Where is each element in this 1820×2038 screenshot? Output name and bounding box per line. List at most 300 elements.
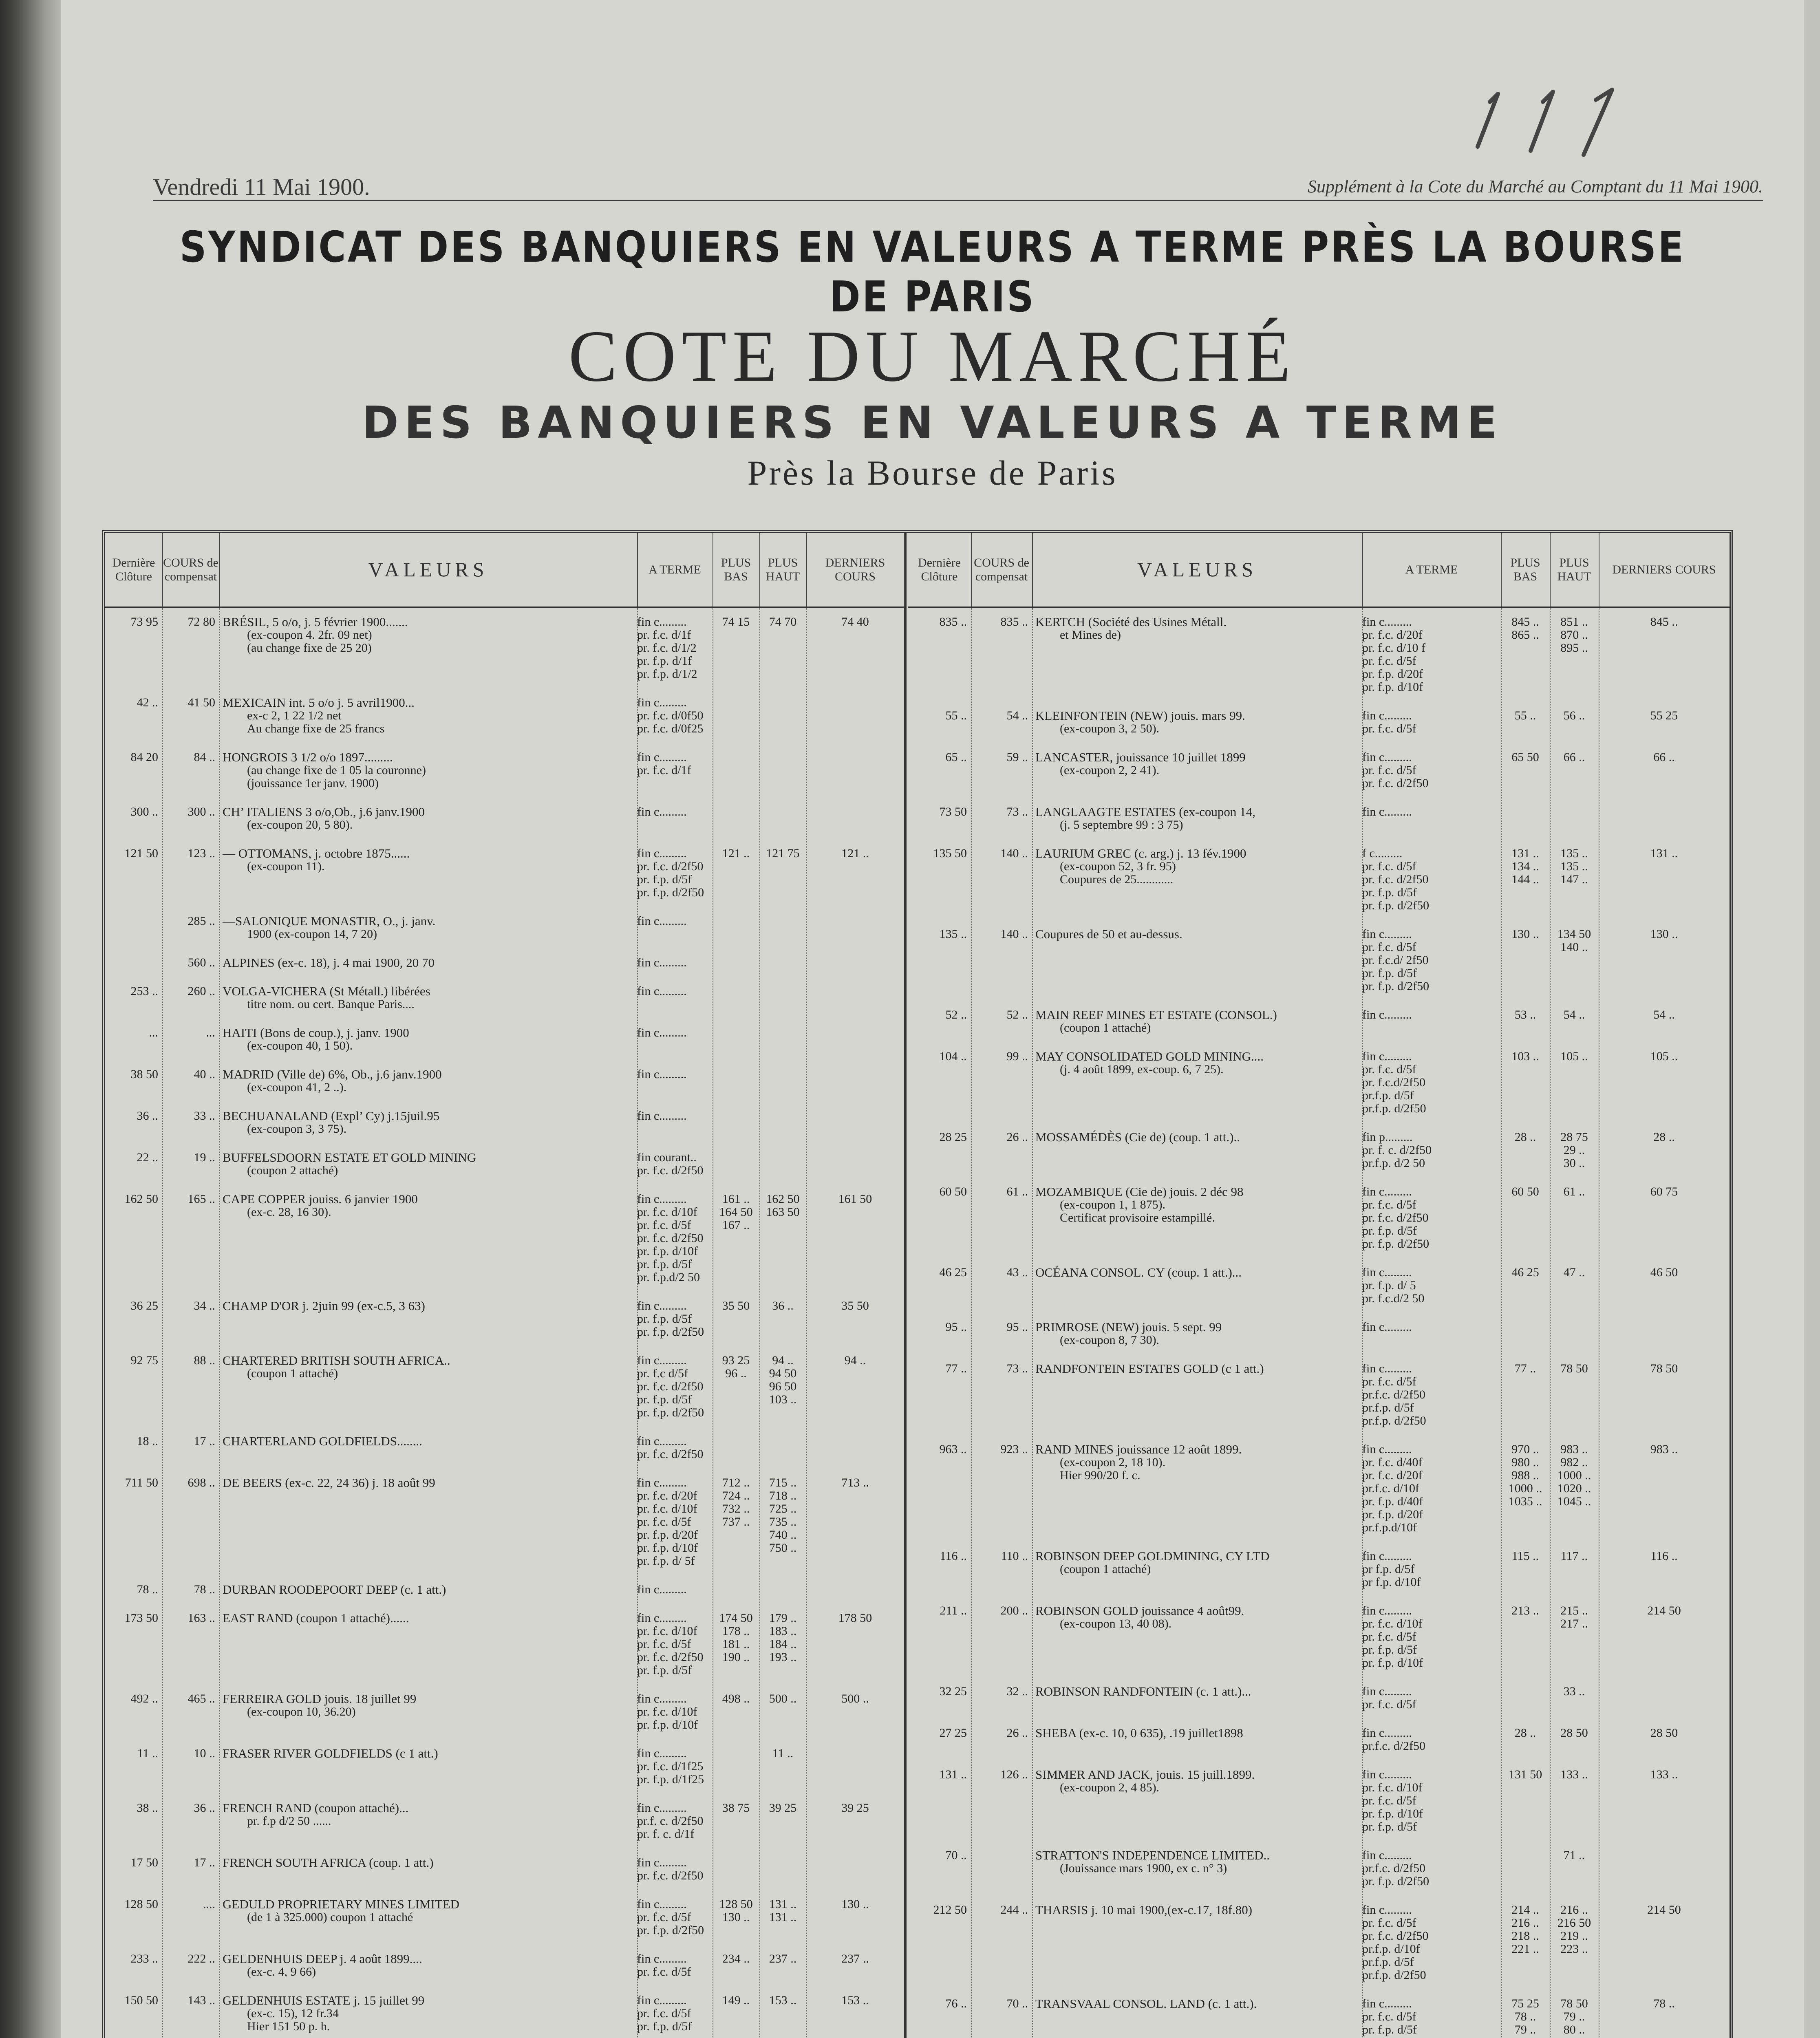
highest-price [1550,928,1599,954]
last-close-value: 65 .. [945,750,967,764]
security-name-line: (ex-c. 28, 16 30). [247,1205,331,1219]
lowest-price-line: 167 .. [722,1218,750,1232]
term-line: pr. f.c. d/5f [637,2007,691,2020]
lowest-price-line: 149 .. [722,1994,750,2007]
latest-price-line: 178 50 [838,1611,872,1625]
security-name-line: GEDULD PROPRIETARY MINES LIMITED [223,1897,460,1911]
table-header [908,533,1730,608]
term-line: pr. f.c.d/2 50 [1362,1292,1425,1305]
compensation-value: 54 .. [1006,709,1028,722]
compensation-value: 244 .. [1000,1903,1028,1917]
quotation-row [908,1903,1730,1982]
last-close-value: 38 .. [137,1801,158,1815]
term-line: fin c......... [637,1897,687,1911]
term-line: pr. f.c d/5f [637,1367,688,1380]
last-close-value: 104 .. [939,1050,967,1063]
latest-price-line: 983 .. [1650,1442,1678,1456]
security-name-line: et Mines de) [1060,628,1121,642]
highest-price-line: 133 .. [1560,1768,1588,1781]
quotation-row [105,1068,904,1094]
security-name-line: VOLGA-VICHERA (St Métall.) libérées [223,984,430,998]
term-line: pr.f.p. d/5f [1362,1955,1414,1969]
quotation-row [908,615,1730,694]
term-line: pr. f.p. d/5f [637,873,692,886]
last-close-value: 27 25 [939,1726,967,1740]
compensation-value: 300 .. [188,805,215,818]
security-name [219,1193,637,1219]
compensation-value: 222 .. [188,1952,215,1965]
term-line: pr. f.c. d/10 f [1362,641,1425,655]
term-conditions [1362,1727,1501,1753]
latest-price-line: 66 .. [1653,750,1675,764]
security-name-line: (coupon 2 attaché) [247,1164,338,1177]
highest-price [1550,1185,1599,1198]
quotation-row [908,847,1730,912]
security-name-line: KERTCH (Société des Usines Métall. [1035,615,1227,629]
highest-price [1550,615,1599,655]
lowest-price [713,1952,759,1965]
main-title: COTE DU MARCHÉ [568,315,1297,397]
latest-price-line: 131 .. [1650,847,1678,860]
highest-price-line: 28 75 [1560,1130,1588,1144]
latest-price [1599,1903,1730,1917]
term-line: f c......... [1362,847,1403,860]
security-name-line: Au change fixe de 25 francs [247,722,385,735]
term-conditions [637,915,713,928]
term-line: pr. f.c. d/2f50 [1362,1929,1429,1943]
lowest-price [713,1802,759,1815]
security-name-line: CAPE COPPER jouiss. 6 janvier 1900 [223,1192,418,1206]
lowest-price-line: 174 50 [719,1611,753,1625]
lowest-price-line: 970 .. [1511,1442,1539,1456]
highest-price-line: 121 75 [766,847,800,860]
latest-price [1599,709,1730,722]
highest-price-line: 28 50 [1560,1726,1588,1740]
term-line: pr. f.c.d/2f50 [1362,1076,1425,1089]
security-name [1032,1768,1362,1794]
lowest-price-line: 77 .. [1514,1362,1536,1375]
compensation-value: 123 .. [188,847,215,860]
lowest-price [713,1354,759,1380]
term-line: pr. f.c. d/5f [637,1637,691,1651]
security-name [219,1583,637,1596]
latest-price-line: 214 50 [1647,1903,1681,1917]
lowest-price-line: 55 .. [1514,709,1536,722]
term-line: fin c......... [637,1994,687,2007]
term-line: pr. f.c. d/20f [637,1489,697,1502]
table-left-half [105,533,907,2038]
security-name [1032,1550,1362,1576]
term-line: fin c......... [637,1434,687,1448]
security-name-line: HAITI (Bons de coup.), j. janv. 1900 [223,1026,409,1040]
lowest-price-line: 178 .. [722,1624,750,1638]
latest-price [806,1299,904,1312]
term-line: pr.f.p.d/10f [1362,1521,1417,1534]
security-name-line: PRIMROSE (NEW) jouis. 5 sept. 99 [1035,1320,1222,1334]
term-line: fin c......... [637,1692,687,1705]
latest-price-line: 500 .. [841,1692,869,1705]
latest-price-line: 28 .. [1653,1130,1675,1144]
latest-price [806,1802,904,1815]
highest-price-line: 983 .. [1560,1442,1588,1456]
security-name-line: SIMMER AND JACK, jouis. 15 juill.1899. [1035,1767,1255,1782]
highest-price [1550,751,1599,764]
highest-price [759,1299,806,1312]
newspaper-page [61,0,1804,2038]
highest-price-line: 237 .. [769,1952,797,1965]
term-line: fin c......... [637,1583,687,1596]
header-derniers-cours: DERNIERS COURS [1599,533,1730,607]
term-line: pr. f.p. d/1/2 [637,667,697,681]
security-name-line: (au change fixe de 1 05 la couronne) [247,763,426,777]
lowest-price [1501,615,1550,642]
lowest-price-line: 737 .. [722,1515,750,1528]
last-close-value: 77 .. [945,1362,967,1375]
lowest-price-line: 28 .. [1514,1726,1536,1740]
security-name [1032,1685,1362,1698]
term-conditions [1362,1008,1501,1021]
term-line: fin courant.. [637,1151,697,1164]
term-conditions [637,1856,713,1882]
term-line: pr. f.c.d/ 2f50 [1362,953,1429,967]
handwritten-page-number [1465,86,1628,163]
last-close-value: 60 50 [939,1185,967,1198]
lowest-price-line: 53 .. [1514,1008,1536,1021]
latest-price [1599,1604,1730,1617]
security-name [1032,615,1362,642]
lowest-price [1501,1008,1550,1021]
quotation-row [105,1612,904,1677]
security-name-line: (ex-coupon 11). [247,860,325,873]
compensation-value: 78 .. [194,1583,215,1596]
last-close-value: 95 .. [945,1320,967,1334]
term-line: pr. f.p. d/2f50 [637,1923,704,1937]
term-line: pr. f.c. d/5f [1362,1630,1416,1643]
last-close-value: 233 .. [130,1952,158,1965]
term-conditions [1362,1131,1501,1170]
quotation-row [908,1321,1730,1347]
term-line: pr. f.p. d/5f [1362,1643,1417,1656]
latest-price [806,1476,904,1489]
term-conditions [1362,1362,1501,1427]
latest-price [806,1354,904,1367]
compensation-value: 835 .. [1000,615,1028,629]
term-line: fin c......... [637,1068,687,1081]
lowest-price-line: 221 .. [1511,1942,1539,1956]
security-name-line: (j. 4 août 1899, ex-coup. 6, 7 25). [1060,1063,1224,1076]
lowest-price [713,1612,759,1664]
security-name-line: pr. f.p d/2 50 ...... [247,1814,331,1828]
latest-price [1599,1185,1730,1198]
lowest-price-line: 96 .. [725,1367,747,1380]
security-name-line: (ex-coupon 13, 40 08). [1060,1617,1172,1630]
lowest-price-line: 131 50 [1508,1768,1542,1781]
term-line: pr. f.c. d/5f [1362,2010,1416,2023]
security-name-line: ROBINSON DEEP GOLDMINING, CY LTD [1035,1549,1270,1563]
term-line: fin c......... [1362,750,1412,764]
compensation-value: 88 .. [194,1354,215,1367]
last-close-value: 300 .. [130,805,158,818]
term-line: fin c......... [1362,927,1412,941]
latest-price-line: 121 .. [841,847,869,860]
security-name-line: FERREIRA GOLD jouis. 18 juillet 99 [223,1692,417,1706]
term-line: pr. f.c. d/1f25 [637,1760,704,1773]
highest-price-line: 94 .. [772,1354,794,1367]
security-name-line: (ex-coupon 2, 4 85). [1060,1781,1160,1794]
term-line: pr. f.c. d/5f [1362,860,1416,873]
security-name [1032,1131,1362,1144]
term-conditions [1362,1849,1501,1888]
term-line: fin c......... [1362,1848,1412,1862]
highest-price-line: 78 50 [1560,1362,1588,1375]
latest-price-line: 133 .. [1650,1768,1678,1781]
compensation-value: 40 .. [194,1068,215,1081]
security-name-line: RANDFONTEIN ESTATES GOLD (c 1 att.) [1035,1361,1264,1376]
term-line: pr. f.p. d/10f [637,1541,698,1555]
highest-price-line: 1045 .. [1557,1495,1591,1508]
term-conditions [637,1299,713,1339]
lowest-price [1501,1266,1550,1279]
header-a-terme: A TERME [637,533,713,607]
lowest-price-line: 181 .. [722,1637,750,1651]
security-name-line: MAIN REEF MINES ET ESTATE (CONSOL.) [1035,1008,1277,1022]
term-conditions [1362,1185,1501,1251]
latest-price-line: 39 25 [841,1801,869,1815]
quotation-row [908,1997,1730,2036]
security-name-line: (j. 5 septembre 99 : 3 75) [1060,818,1183,832]
compensation-value: 10 .. [194,1747,215,1760]
lowest-price-line: 35 50 [722,1299,750,1312]
compensation-value: 73 .. [1006,805,1028,818]
highest-price-line: 94 50 [769,1367,797,1380]
term-line: pr. f.p. d/5f [1362,886,1417,899]
lowest-price-line: 213 .. [1511,1604,1539,1617]
term-line: pr. f.p. d/40f [1362,1495,1423,1508]
last-close-value: 253 .. [130,984,158,998]
lowest-price-line: 131 .. [1511,847,1539,860]
security-name [219,805,637,832]
highest-price-line: 56 .. [1563,709,1585,722]
term-line: pr. f.c. d/5f [1362,940,1416,954]
compensation-value: 560 .. [188,956,215,969]
term-line: pr. f.c. d/5f [637,1910,691,1924]
last-close-value: ... [149,1026,158,1039]
term-line: fin c......... [637,805,687,818]
security-name-line: FRENCH SOUTH AFRICA (coup. 1 att.) [223,1855,434,1870]
last-close-value: 135 50 [933,847,967,860]
latest-price-line: 713 .. [841,1476,869,1489]
quotation-row [908,1362,1730,1427]
highest-price [1550,847,1599,886]
term-line: pr. f.c. d/2f50 [637,1869,704,1882]
header-plus-bas: PLUS BAS [713,533,760,607]
latest-price [1599,1550,1730,1563]
lowest-price-line: 161 .. [722,1192,750,1206]
security-name-line: (ex-coupon 4. 2fr. 09 net) [247,628,372,642]
term-line: pr. f.p. d/10f [1362,1807,1423,1820]
term-line: fin c......... [637,847,687,860]
highest-price [759,1612,806,1664]
last-close-value: 128 50 [124,1897,158,1911]
security-name [219,1692,637,1718]
term-line: pr. f.c. d/0f25 [637,722,704,735]
term-line: pr. f.c. d/5f [1362,1198,1416,1211]
last-close-value: 52 .. [945,1008,967,1021]
quotation-row [105,1898,904,1937]
highest-price-line: 78 50 [1560,1997,1588,2010]
security-name-line: (ex-coupon 20, 5 80). [247,818,353,832]
term-line: fin c......... [637,1026,687,1039]
term-line: fin c......... [1362,1726,1412,1740]
compensation-value: 140 .. [1000,927,1028,941]
quotation-row [908,1443,1730,1534]
highest-price [1550,1997,1599,2036]
security-name-line: (ex-coupon 10, 36.20) [247,1705,356,1718]
latest-price [806,1952,904,1965]
term-line: pr. f.c. d/5f [637,1965,691,1978]
term-line: pr. f.p. d/20f [637,1528,698,1542]
highest-price-line: 103 .. [769,1393,797,1406]
compensation-value: 19 .. [194,1151,215,1164]
compensation-value: 70 .. [1006,1997,1028,2010]
compensation-value: 41 50 [188,696,215,709]
term-line: pr. f.p. d/5f [637,1312,692,1326]
lowest-price-line: 724 .. [722,1489,750,1502]
term-line: pr. f.c. d/2f50 [637,1447,704,1461]
term-line: fin c......... [637,956,687,969]
last-close-value: 28 25 [939,1130,967,1144]
term-line: fin c......... [1362,1185,1412,1198]
security-name-line: Certificat provisoire estampillé. [1060,1211,1215,1224]
lowest-price-line: 134 .. [1511,860,1539,873]
lowest-price [1501,709,1550,722]
highest-price-line: 66 .. [1563,750,1585,764]
term-line: fin c......... [637,1109,687,1123]
term-line: fin c......... [1362,1997,1412,2010]
lowest-price [1501,1185,1550,1198]
term-line: pr f.p. d/5f [1362,1562,1415,1576]
security-name [1032,751,1362,777]
security-name [1032,1443,1362,1482]
latest-price [1599,1443,1730,1456]
compensation-value: 95 .. [1006,1320,1028,1334]
quotation-row [908,709,1730,735]
term-line: pr. f.c. d/10f [637,1502,697,1515]
security-name-line: (ex-coupon 40, 1 50). [247,1039,353,1052]
term-conditions [637,1994,713,2033]
last-close-value: 492 .. [130,1692,158,1705]
term-conditions [637,985,713,998]
term-line: fin c......... [1362,1685,1412,1698]
lowest-price [713,1476,759,1528]
latest-price-line: 94 .. [844,1354,866,1367]
security-name [219,1026,637,1052]
term-line: fin c......... [637,1354,687,1367]
supplement-note: Supplément à la Cote du Marché au Comptant du 11 Mai 1900. [1308,176,1763,196]
header-plus-haut: PLUS HAUT [759,533,807,607]
lowest-price-line: 93 25 [722,1354,750,1367]
term-line: pr. f.c. d/2f50 [1362,776,1429,790]
quotation-row [105,915,904,941]
quotation-row [908,1550,1730,1589]
term-conditions [637,1151,713,1177]
security-name-line: (ex-coupon 3, 3 75). [247,1122,347,1136]
compensation-value: .... [203,1897,215,1911]
last-close-value: 36 .. [137,1109,158,1123]
highest-price-line: 715 .. [769,1476,797,1489]
highest-price-line: 870 .. [1560,628,1588,642]
highest-price [1550,1050,1599,1063]
term-line: pr. f.c. d/5f [1362,1698,1416,1711]
compensation-value: 143 .. [188,1994,215,2007]
term-line: pr. f.c. d/2f50 [1362,873,1429,886]
term-line: pr. f.p. d/5f [1362,1820,1417,1833]
security-name-line: — OTTOMANS, j. octobre 1875...... [223,846,410,860]
term-line: fin c......... [1362,1008,1412,1021]
term-line: pr. f.c. d/20f [1362,1469,1423,1482]
term-conditions [637,751,713,777]
latest-price [1599,928,1730,941]
term-line: fin c......... [637,1952,687,1965]
security-name [219,1856,637,1869]
term-line: pr.f.p. d/5f [1362,1089,1414,1102]
security-name-line: ALPINES (ex-c. 18), j. 4 mai 1900, 20 70 [223,955,435,970]
term-conditions [637,1612,713,1677]
term-line: pr. f.c. d/10f [637,1705,697,1718]
security-name [1032,709,1362,735]
term-line: pr. f.c. d/2f50 [637,1231,704,1245]
security-name [219,1476,637,1489]
security-name-line: MEXICAIN int. 5 o/o j. 5 avril1900... [223,695,415,710]
compensation-value: 99 .. [1006,1050,1028,1063]
term-conditions [1362,928,1501,993]
header-a-terme: A TERME [1362,533,1502,607]
latest-price [1599,615,1730,629]
lowest-price-line: 845 .. [1511,615,1539,629]
highest-price [1550,1550,1599,1563]
term-conditions [637,956,713,969]
highest-price-line: 216 .. [1560,1903,1588,1917]
latest-price-line: 130 .. [1650,927,1678,941]
term-conditions [637,615,713,681]
highest-price [1550,1849,1599,1862]
quotation-row [908,1008,1730,1034]
compensation-value: ... [206,1026,215,1039]
quotation-row [105,1856,904,1882]
highest-price [759,1692,806,1705]
last-close-value: 211 .. [940,1604,967,1617]
compensation-value: 72 80 [188,615,215,629]
highest-price [759,847,806,860]
lowest-price-line: 218 .. [1511,1929,1539,1943]
latest-price [806,847,904,860]
security-name [219,751,637,790]
highest-price-line: 725 .. [769,1502,797,1515]
lowest-price-line: 164 50 [719,1205,753,1219]
term-line: pr f.p. d/10f [1362,1575,1421,1589]
quotation-row [105,985,904,1011]
latest-price [1599,1008,1730,1021]
term-line: pr.f.p. d/5f [1362,1401,1414,1414]
term-line: pr.f.c. d/2f50 [1362,1739,1425,1753]
term-line: pr. f.c. d/20f [1362,628,1423,642]
lowest-price-line: 103 .. [1511,1050,1539,1063]
highest-price-line: 30 .. [1563,1156,1585,1170]
security-name-line: DURBAN ROODEPOORT DEEP (c. 1 att.) [223,1582,446,1597]
quotation-row [908,1050,1730,1115]
term-conditions [637,805,713,818]
highest-price-line: 131 .. [769,1910,797,1924]
